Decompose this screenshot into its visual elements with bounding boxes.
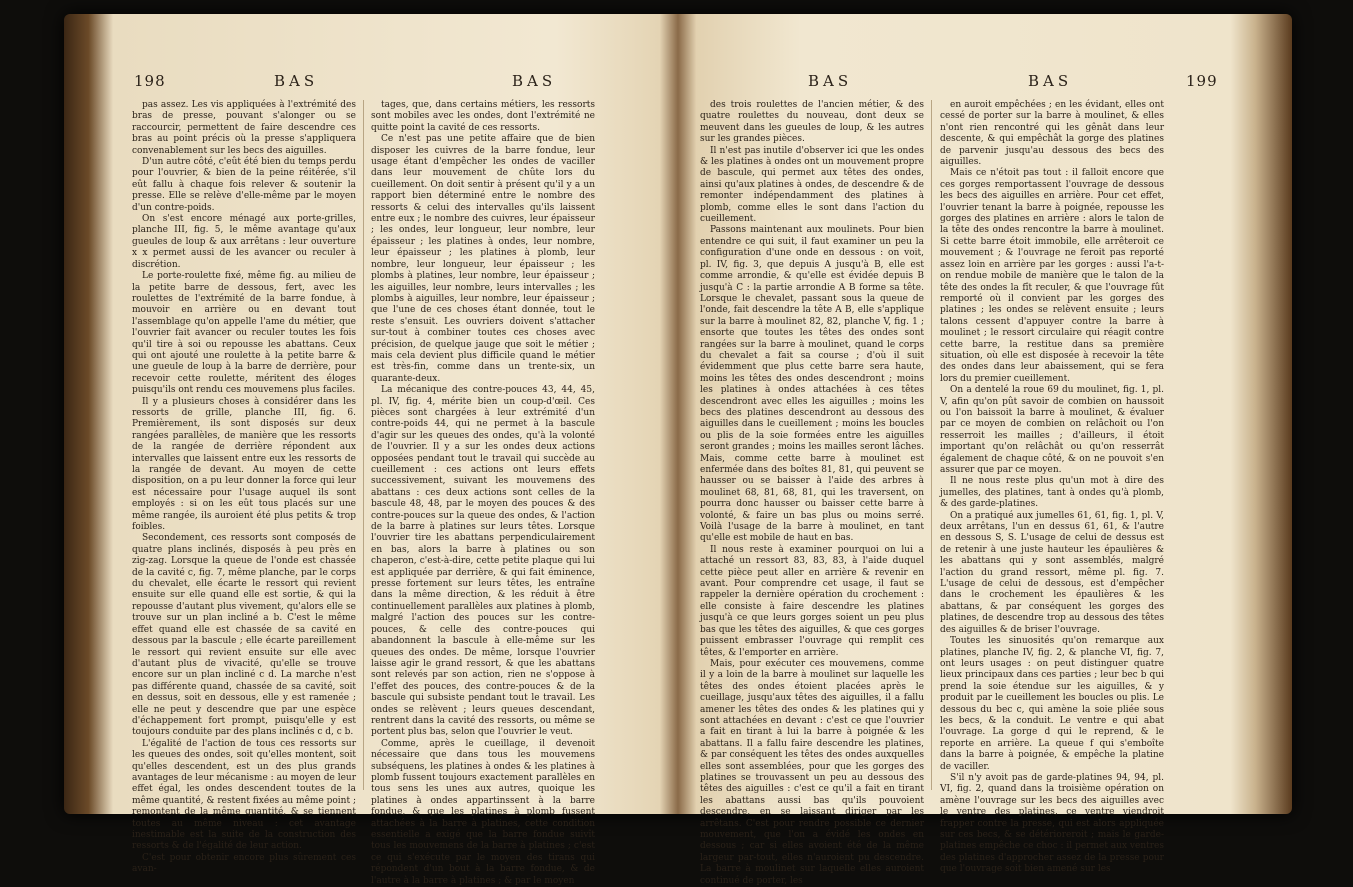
paragraph: des trois roulettes de l'ancien métier, & des quatre roulettes du nouveau, dont deux se meuvent dans les gueules de loup, & les autres sur les grandes pièces. <box>700 100 924 145</box>
paragraph: Secondement, ces ressorts sont composés de quatre plans inclinés, disposés à peu près en zig-zag. Lorsque la queue de l'onde est chassée de la cavité c, fig. 7, même planche, par le corps du chevalet, elle écarte le ressort qui revient ensuite sur elle quand elle est sortie, & qui la repousse d'autant plus vivement, qu'alors elle se trouve sur un plan incliné a b. C'est le même effet quand elle est chassée de sa cavité en dessous par la bascule ; elle écarte pareillement le ressort qui revient ensuite sur elle avec d'autant plus de vivacité, qu'elle se trouve encore sur un plan incliné c d. La marche n'est pas différente quand, chassée de sa cavité, soit en dessus, soit en dessous, elle y est ramenée ; elle ne peut y descendre que par une espèce d'échappement fort prompt, puisqu'elle y est toujours conduite par des plans inclinés c d, c b. <box>132 533 356 738</box>
running-head-left-2: BAS <box>512 72 557 90</box>
paragraph: C'est pour obtenir encore plus sûrement ces avan- <box>132 852 356 875</box>
right-page-column-2 <box>940 100 1164 875</box>
paragraph: On a pratiqué aux jumelles 61, 61, fig. 1, pl. V, deux arrêtans, l'un en dessus 61, 61, & l'autre en dessous S, S. L'usage de celui de dessus est de retenir à une juste hauteur les épaulières & les abattans qui y sont assemblés, malgré l'action du grand ressort, même pl. fig. 7. L'usage de celui de dessous, est d'empêcher dans le crochement les épaulières & les abattans, & par conséquent les gorges des platines, de descendre trop au dessous des têtes des aiguilles & de briser l'ouvrage. <box>940 510 1164 635</box>
right-page <box>678 14 1292 886</box>
paragraph: L'égalité de l'action de tous ces ressorts sur les queues des ondes, soit qu'elles montent, soit qu'elles descendent, est un des plus grands avantages de leur mécanisme : au moyen de leur effet égal, les ondes descendent toutes de la même quantité, & restent fixées au même point ; remontent de la même quantité, & se tiennent toutes au même niveau : cet avantage inestimable est la suite de la construction des ressorts & de l'égalité de leur action. <box>132 738 356 852</box>
page-number-right: 199 <box>1186 72 1218 90</box>
paragraph: Mais, pour exécuter ces mouvemens, comme il y a loin de la barre à moulinet sur laquelle les têtes des ondes étoient placées après le cueillage, jusqu'aux têtes des aiguilles, il a fallu amener les têtes des ondes & les platines qui y sont attachées en devant : c'est ce que l'ouvrier a fait en tirant à lui la barre à poignée & les abattans. Il a fallu faire descendre les platines, & par conséquent les têtes des ondes auxquelles elles sont assemblées, pour que les gorges des platines se trouvassent un peu au dessous des têtes des aiguilles : c'est ce qu'il a fait en tirant les abattans aussi bas qu'ils pouvoient descendre, en se laissant diriger par les arrêtans. C'est pour rendre possible ce dernier mouvement, que l'on a évidé les ondes en dessous ; car si elles avoient été de la même largeur par-tout, elles n'auroient pu descendre. La barre à moulinet sur laquelle elles auroient continué de porter, les <box>700 658 924 886</box>
paragraph: Comme, après le cueillage, il devenoit nécessaire que dans tous les mouvemens subséquens, les platines à ondes & les platines à plomb fussent toujours exactement parallèles en tous sens les unes aux autres, quoique les platines à ondes appartinssent à la barre fondue, & que les platines à plomb fussent attachées à la barre à platines, cette condition essentielle a exigé que la barre fondue suivît tous les mouvemens de la barre à platines ; c'est ce qui s'exécute par le moyen des tirans qui répondent d'un bout à la barre fondue, & de l'autre à la barre à platines ; & par le moyen <box>371 738 595 886</box>
page-number-left: 198 <box>134 72 166 90</box>
paragraph: Mais ce n'étoit pas tout : il falloit encore que ces gorges remportassent l'ouvrage de dessous les becs des aiguilles en arrière. Pour cet effet, l'ouvrier tenant la barre à poignée, repousse les gorges des platines en arrière : alors le talon de la tête des ondes rencontre la barre à moulinet. Si cette barre étoit immobile, elle arrêteroit ce mouvement ; & l'ouvrage ne feroit pas reporté assez loin en arrière par les gorges : aussi l'a-t-on rendue mobile de manière que le talon de la tête des ondes la fît reculer, & que l'ouvrage fût remporté où il convient par les gorges des platines ; les ondes se relèvent ensuite ; leurs talons cessent d'appuyer contre la barre à moulinet ; le ressort circulaire qui réagit contre cette barre, la restitue dans sa première situation, où elle est disposée à recevoir la tête des ondes dans leur abaissement, qui se fera lors du premier cueillement. <box>940 168 1164 384</box>
paragraph: Le porte-roulette fixé, même fig. au milieu de la petite barre de dessous, fert, avec les roulettes de l'extrémité de la barre fondue, à mouvoir en arrière ou en devant tout l'assemblage qu'on appelle l'ame du métier, que l'ouvrier fait avancer ou reculer toutes les fois qu'il tire à soi ou repousse les abattans. Ceux qui ont ajouté une roulette à la petite barre & une gueule de loup à la barre de derrière, pour recevoir cette roulette, méritent des éloges puisqu'ils ont rendu ces mouvemens plus faciles. <box>132 271 356 396</box>
running-head-left-1: BAS <box>274 72 319 90</box>
paragraph: tages, que, dans certains métiers, les ressorts sont mobiles avec les ondes, dont l'extrémité ne quitte point la cavité de ces ressorts. <box>371 100 595 133</box>
left-page <box>64 14 678 886</box>
paragraph: La mécanique des contre-pouces 43, 44, 45, pl. IV, fig. 4, mérite bien un coup-d'œil. Ces pièces sont chargées à leur extrémité d'un contre-poids 44, qui ne permet à la bascule d'agir sur les queues des ondes, qu'à la volonté de l'ouvrier. Il y a sur les ondes deux actions opposées pendant tout le travail qui succède au cueillement : ces actions ont leurs effets successivement, suivant les mouvemens des abattans : ces deux actions sont celles de la bascule 48, 48, par le moyen des pouces & des contre-pouces sur la queue des ondes, & l'action de la barre à platines sur leurs têtes. Lorsque l'ouvrier tire les abattans perpendiculairement en bas, alors la barre à platines ou son chaperon, c'est-à-dire, cette petite plaque qui lui est appliquée par derrière, & qui fait éminence, presse fortement sur leurs têtes, les entraîne dans la même direction, & les réduit à être continuellement parallèles aux platines à plomb, malgré l'action des pouces sur les contre-pouces, & celle des contre-pouces qui abandonnent la bascule à elle-même sur les queues des ondes. De même, lorsque l'ouvrier laisse agir le grand ressort, & que les abattans sont relevés par son action, rien ne s'oppose à l'effet des pouces, des contre-pouces & de la bascule qui subsiste pendant tout le travail. Les ondes se relèvent ; leurs queues descendant, rentrent dans la cavité des ressorts, ou même se portent plus bas, selon que l'ouvrier le veut. <box>371 385 595 738</box>
paragraph: Ce n'est pas une petite affaire que de bien disposer les cuivres de la barre fondue, leur usage étant d'empêcher les ondes de vaciller dans leur mouvement de chûte lors du cueillement. On doit sentir à présent qu'il y a un rapport bien déterminé entre le nombre des ressorts & celui des intervalles qu'ils laissent entre eux ; le nombre des cuivres, leur épaisseur ; les ondes, leur longueur, leur nombre, leur épaisseur ; les platines à ondes, leur nombre, leur épaisseur ; les platines à plomb, leur nombre, leur longueur, leur épaisseur ; les plombs à platines, leur nombre, leur épaisseur ; les aiguilles, leur nombre, leurs intervalles ; les plombs à aiguilles, leur nombre, leur épaisseur ; que l'une de ces choses étant donnée, tout le reste s'ensuit. Les ouvriers doivent s'attacher sur-tout à combiner toutes ces choses avec précision, de quelque jauge que soit le métier ; mais cela devient plus difficile quand le métier est très-fin, comme dans un trente-six, un quarante-deux. <box>371 134 595 384</box>
left-page-column-1 <box>132 100 356 875</box>
open-book <box>64 14 1292 886</box>
paragraph: Il nous reste à examiner pourquoi on lui a attaché un ressort 83, 83, 83, à l'aide duquel cette pièce peut aller en arrière & revenir en avant. Pour comprendre cet usage, il faut se rappeler la dernière opération du crochement : elle consiste à faire descendre les platines jusqu'à ce que leurs gorges soient un peu plus bas que les têtes des aiguilles, & que ces gorges puissent embrasser l'ouvrage qui remplit ces têtes, & l'emporter en arrière. <box>700 544 924 658</box>
paragraph: Il ne nous reste plus qu'un mot à dire des jumelles, des platines, tant à ondes qu'à plomb, & des garde-platines. <box>940 476 1164 510</box>
paragraph: D'un autre côté, c'eût été bien du temps perdu pour l'ouvrier, & bien de la peine réitérée, s'il eût fallu à chaque fois relever & soutenir la presse. Elle se relève d'elle-même par le moyen d'un contre-poids. <box>132 157 356 213</box>
paragraph: On a dentelé la roue 69 du moulinet, fig. 1, pl. V, afin qu'on pût savoir de combien on haussoit ou l'on baissoit la barre à moulinet, & évaluer par ce moyen de combien on relâchoit ou l'on resserroit les mailles ; d'ailleurs, il étoit important qu'on relâchât ou qu'on resserrât également de chaque côté, & on ne pouvoit s'en assurer que par ce moyen. <box>940 385 1164 475</box>
paragraph: Il n'est pas inutile d'observer ici que les ondes & les platines à ondes ont un mouvement propre de bascule, qui permet aux têtes des ondes, ainsi qu'aux platines à ondes, de descendre & de remonter indépendamment des platines à plomb, comme elles le sont dans l'action du cueillement. <box>700 145 924 225</box>
paragraph: Toutes les sinuosités qu'on remarque aux platines, planche IV, fig. 2, & planche VI, fig. 7, ont leurs usages : on peut distinguer quatre lieux principaux dans ces parties ; leur bec b qui prend la soie étendue sur les aiguilles, & y produit par le cueillement les boucles ou plis. Le dessous du bec c, qui amène la soie pliée sous les becs, & la conduit. Le ventre e qui abat l'ouvrage. La gorge d qui le reprend, & le reporte en arrière. La queue f qui s'emboîte dans la barre à poignée, & empêche la platine de vaciller. <box>940 636 1164 772</box>
paragraph: Passons maintenant aux moulinets. Pour bien entendre ce qui suit, il faut examiner un peu la configuration d'une onde en dessous : on voit, pl. IV, fig. 3, que depuis A jusqu'à B, elle est comme arrondie, & qu'elle est évidée depuis B jusqu'à C : la partie arrondie A B forme sa tête. Lorsque le chevalet, passant sous la queue de l'onde, fait descendre la tête A B, elle s'applique sur la barre à moulinet 82, 82, planche V, fig. 1 ; ensorte que toutes les têtes des ondes sont rangées sur la barre à moulinet, quand le corps du chevalet a fait sa course ; d'où il suit évidemment que plus cette barre sera haute, moins les têtes des ondes descendront ; moins les platines à ondes attachées à ces têtes descendront avec elles les aiguilles ; moins les becs des platines descendront au dessous des aiguilles dans le cueillement ; moins les boucles ou plis de la soie formées entre les aiguilles seront grandes ; moins les mailles seront lâches. Mais, comme cette barre à moulinet est enfermée dans des boîtes 81, 81, qui peuvent se hausser ou se baisser à l'aide des arbres à moulinet 68, 81, 68, 81, qui les traversent, on pourra donc hausser ou baisser cette barre à volonté, & faire un bas plus ou moins serré. Voilà l'usage de la barre à moulinet, en tant qu'elle est mobile de haut en bas. <box>700 225 924 544</box>
paragraph: On s'est encore ménagé aux porte-grilles, planche III, fig. 5, le même avantage qu'aux gueules de loup & aux arrêtans : leur ouverture x x permet aussi de les avancer ou reculer à discrétion. <box>132 214 356 270</box>
paragraph: en auroit empêchées ; en les évidant, elles ont cessé de porter sur la barre à moulinet, & elles n'ont rien rencontré qui les gênât dans leur descente, & qui empêchât la gorge des platines de parvenir jusqu'au dessous des becs des aiguilles. <box>940 100 1164 168</box>
column-rule <box>363 100 364 790</box>
paragraph: S'il n'y avoit pas de garde-platines 94, 94, pl. VI, fig. 2, quand dans la troisième opération on amène l'ouvrage sur les becs des aiguilles avec le ventre des platines, ce ventre viendroit frapper contre la presse, qui est alors appliquée sur ces becs, & se détérioreroit ; mais le garde-platines empêche ce choc : il permet aux ventres des platines d'approcher assez de la presse pour que l'ouvrage soit bien amené sur les <box>940 772 1164 875</box>
paragraph: Il y a plusieurs choses à considérer dans les ressorts de grille, planche III, fig. 6. Premièrement, ils sont disposés sur deux rangées parallèles, de manière que les ressorts de la rangée de derrière répondent aux intervalles que laissent entre eux les ressorts de la rangée de devant. Au moyen de cette disposition, on a pu leur donner la force qui leur est nécessaire pour l'usage auquel ils sont employés : si on les eût tous placés sur une même rangée, ils auroient été plus petits & trop foibles. <box>132 396 356 533</box>
column-rule <box>931 100 932 790</box>
left-page-column-2 <box>371 100 595 886</box>
running-head-right-2: BAS <box>1028 72 1073 90</box>
right-page-column-1 <box>700 100 924 886</box>
paragraph: pas assez. Les vis appliquées à l'extrémité des bras de presse, pouvant s'alonger ou se raccourcir, permettent de faire descendre ces bras au point précis où la presse s'appliquera convenablement sur les becs des aiguilles. <box>132 100 356 156</box>
running-head-right-1: BAS <box>808 72 853 90</box>
